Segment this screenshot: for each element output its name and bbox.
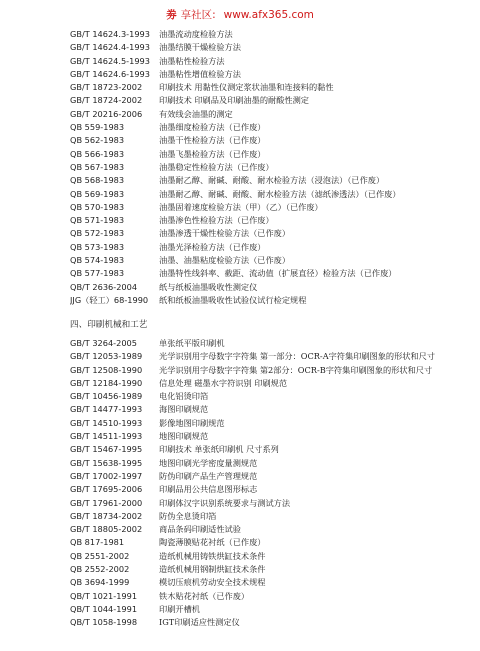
standard-code: GB/T 12508-1990: [70, 364, 143, 375]
standard-code: QB 566-1983: [70, 148, 125, 159]
standard-row: [70, 337, 470, 350]
standard-row: [70, 590, 470, 603]
standard-code: QB/T 1021-1991: [70, 590, 138, 601]
standard-code: GB/T 14510-1993: [70, 417, 143, 428]
standard-title: 影像地图印刷规范: [159, 417, 225, 428]
standard-title: 印刷体汉字识别系统要求与测试方法: [159, 497, 291, 508]
standard-title: 光学识别用字母数字字符集 第一部分：OCR-A字符集印刷图象的形状和尺寸: [159, 351, 436, 362]
standard-title: 油墨粘性增值检验方法: [159, 68, 241, 79]
standard-row: [70, 241, 470, 254]
standard-code: QB 572-1983: [70, 228, 125, 239]
standard-row: [70, 28, 470, 41]
standard-code: QB 817-1981: [70, 537, 125, 548]
standard-code: GB/T 17961-2000: [70, 497, 143, 508]
standard-row: [70, 616, 470, 629]
standard-title: 地图印刷光学密度量测规范: [159, 457, 258, 468]
standard-code: GB/T 18723-2002: [70, 82, 143, 93]
standard-code: QB/T 1058-1998: [70, 617, 138, 628]
standard-code: QB 569-1983: [70, 188, 125, 199]
standard-code: GB/T 17002-1997: [70, 470, 143, 481]
standard-title: 印刷品用公共信息图形标志: [159, 484, 258, 495]
standard-row: [70, 377, 470, 390]
standard-code: GB/T 18734-2002: [70, 510, 143, 521]
standard-row: [70, 188, 470, 201]
standards-list-printing-machinery: [70, 337, 470, 630]
site-url[interactable]: www.afx365.com: [223, 9, 314, 21]
standard-row: [70, 510, 470, 523]
standard-row: [70, 161, 470, 174]
standard-title: 油墨粘性检验方法: [159, 55, 225, 66]
standard-title: 光学识别用字母数字字符集 第2部分：OCR-B字符集印刷图象的形状和尺寸: [159, 364, 433, 375]
standard-code: GB/T 15638-1995: [70, 457, 143, 468]
standard-title: 模切压痕机劳动安全技术规程: [159, 577, 266, 588]
standard-code: QB 3694-1999: [70, 577, 130, 588]
standard-code: GB/T 3264-2005: [70, 338, 137, 348]
standard-row: [70, 227, 470, 240]
standard-title: 纸与纸板油墨吸收性测定仪: [159, 281, 258, 292]
standard-title: 防伪印刷产品生产管理规范: [159, 470, 258, 481]
standard-code: GB/T 14477-1993: [70, 404, 143, 415]
standard-code: GB/T 12184-1990: [70, 377, 143, 388]
standard-row: [70, 497, 470, 510]
standard-title: 油墨耐乙醇、耐碱、耐酸、耐水检验方法（浸泡法）（已作废）: [159, 175, 385, 186]
standard-row: [70, 81, 470, 94]
standard-row: [70, 430, 470, 443]
standard-row: [70, 563, 470, 576]
standard-code: QB 574-1983: [70, 255, 125, 266]
standard-title: 印刷技术 用黏性仪测定浆状油墨和连接料的黏性: [159, 82, 334, 93]
standard-row: [70, 417, 470, 430]
standard-title: 印刷技术 印刷品及印刷油墨的耐酸性测定: [159, 95, 309, 106]
standard-title: 海图印刷规范: [159, 404, 209, 415]
standard-title: 油墨特性线斜率、截距、流动值（扩展直径）检验方法（已作废）: [159, 268, 397, 279]
standard-row: [70, 483, 470, 496]
standard-row: [70, 550, 470, 563]
standard-title: 印刷开槽机: [159, 603, 200, 614]
standard-title: 造纸机械用铸铁烘缸技术条件: [159, 550, 266, 561]
standard-code: QB 571-1983: [70, 215, 125, 226]
site-name: 享社区:: [180, 9, 216, 21]
standard-row: [70, 174, 470, 187]
standard-row: [70, 536, 470, 549]
standard-row: [70, 94, 470, 107]
standard-code: GB/T 14624.4-1993: [70, 42, 150, 53]
standard-title: IGT印刷适应性测定仪: [159, 617, 240, 628]
standard-row: [70, 68, 470, 81]
standard-title: 商品条码印刷适性试验: [159, 524, 241, 535]
standard-title: 防伪全息烫印箔: [159, 510, 217, 521]
standard-title: 油墨耐乙醇、耐碱、耐酸、耐水检验方法（滤纸渗透法）（已作废）: [159, 188, 401, 199]
standard-title: 油墨结膜干燥检验方法: [159, 42, 241, 53]
standard-row: [70, 470, 470, 483]
standard-code: QB 567-1983: [70, 161, 125, 172]
standard-row: [70, 148, 470, 161]
standard-row: [70, 108, 470, 121]
page-header: [0, 7, 480, 22]
standard-code: QB 570-1983: [70, 201, 125, 212]
standard-code: GB/T 14511-1993: [70, 431, 143, 442]
standard-code: GB/T 10456-1989: [70, 391, 143, 402]
standard-code: GB/T 12053-1989: [70, 351, 143, 362]
standard-row: [70, 523, 470, 536]
standard-title: 地图印刷规范: [159, 431, 209, 442]
site-logo: 劵: [166, 9, 177, 21]
standard-code: GB/T 14624.6-1993: [70, 68, 150, 79]
standard-title: 印刷技术 单张纸印刷机 尺寸系列: [159, 444, 279, 455]
standard-code: QB/T 1044-1991: [70, 603, 138, 614]
standard-title: 油墨稳定性检验方法（已作废）: [159, 161, 274, 172]
standard-code: QB 562-1983: [70, 135, 125, 146]
standard-row: [70, 603, 470, 616]
standard-title: 油墨飞墨检验方法（已作废）: [159, 148, 266, 159]
standard-row: [70, 267, 470, 280]
standard-row: [70, 364, 470, 377]
standard-title: 油墨细度检验方法（已作废）: [159, 122, 266, 133]
standard-title: 油墨流动度检验方法: [159, 29, 233, 39]
standard-title: 单张纸平版印刷机: [159, 338, 225, 348]
standard-title: 电化铝烫印箔: [159, 391, 209, 402]
standard-code: QB 577-1983: [70, 268, 125, 279]
standard-row: [70, 294, 470, 307]
standard-code: GB/T 20216-2006: [70, 108, 143, 119]
standard-title: 有效线会油墨的测定: [159, 108, 233, 119]
standard-row: [70, 457, 470, 470]
standard-code: GB/T 18724-2002: [70, 95, 143, 106]
standard-row: [70, 350, 470, 363]
standard-title: 信息处理 磁墨水字符识别 印刷规范: [159, 377, 288, 388]
standard-code: GB/T 14624.3-1993: [70, 29, 150, 39]
standard-row: [70, 254, 470, 267]
standard-title: 铁木贴花衬纸（已作废）: [159, 590, 250, 601]
standard-title: 油墨渗透干燥性检验方法（已作废）: [159, 228, 291, 239]
standard-code: GB/T 15467-1995: [70, 444, 143, 455]
standard-row: [70, 443, 470, 456]
standard-code: QB/T 2636-2004: [70, 281, 138, 292]
standard-code: QB 2551-2002: [70, 550, 130, 561]
standard-code: QB 568-1983: [70, 175, 125, 186]
standard-title: 纸和纸板油墨吸收性试验仪试行检定规程: [159, 294, 307, 305]
standard-row: [70, 281, 470, 294]
standard-row: [70, 201, 470, 214]
standard-row: [70, 121, 470, 134]
standard-code: QB 559-1983: [70, 122, 125, 133]
standard-row: [70, 134, 470, 147]
standard-row: [70, 55, 470, 68]
standard-title: 油墨固着速度检验方法（甲）（乙）（已作废）: [159, 201, 323, 212]
standard-code: QB 2552-2002: [70, 564, 130, 575]
standard-code: GB/T 18805-2002: [70, 524, 143, 535]
standard-row: [70, 403, 470, 416]
standard-code: GB/T 17695-2006: [70, 484, 143, 495]
standard-title: 油墨光泽检验方法（已作废）: [159, 241, 266, 252]
standard-row: [70, 214, 470, 227]
standard-row: [70, 390, 470, 403]
standard-row: [70, 41, 470, 54]
standard-title: 油墨干性检验方法（已作废）: [159, 135, 266, 146]
standard-code: GB/T 14624.5-1993: [70, 55, 150, 66]
standards-list-ink: [70, 28, 470, 307]
standard-title: 陶瓷薄膜贴花衬纸（已作废）: [159, 537, 266, 548]
section-title: 四、印刷机械和工艺: [70, 320, 148, 330]
standard-code: QB 573-1983: [70, 241, 125, 252]
standard-code: JJG（轻工）68-1990: [70, 294, 149, 305]
standard-title: 造纸机械用钢制烘缸技术条件: [159, 564, 266, 575]
standard-title: 油墨、油墨粘度检验方法（已作废）: [159, 255, 291, 266]
standard-row: [70, 576, 470, 589]
standard-title: 油墨渗色性检验方法（已作废）: [159, 215, 274, 226]
